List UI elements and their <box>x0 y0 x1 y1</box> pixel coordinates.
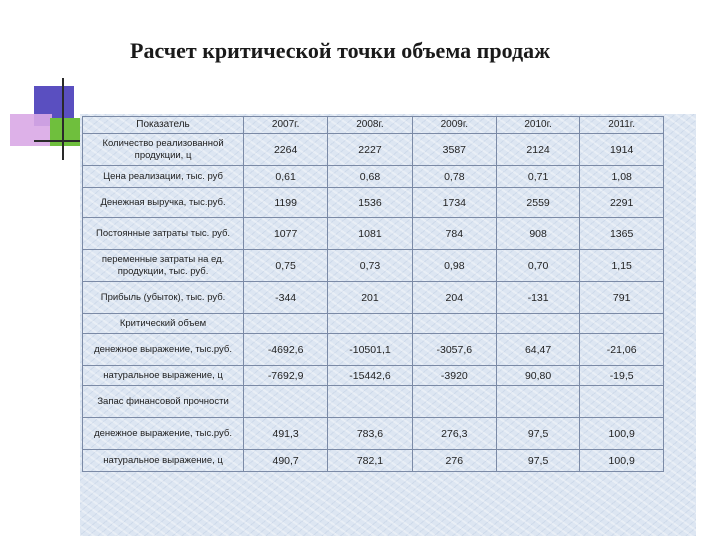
value-cell: 0,75 <box>244 250 328 282</box>
header-cell: Показатель <box>83 117 244 134</box>
table-row <box>83 314 664 334</box>
value-cell: -3057,6 <box>412 334 496 366</box>
row-label: Количество реализованной продукции, ц <box>83 134 244 166</box>
value-cell: 784 <box>412 218 496 250</box>
value-cell: 2291 <box>580 188 664 218</box>
header-cell: 2008г. <box>328 117 413 134</box>
table-row <box>83 450 664 472</box>
value-cell: 1,08 <box>580 166 664 188</box>
value-cell: 2264 <box>244 134 328 166</box>
value-cell: 490,7 <box>244 450 328 472</box>
row-label: Постоянные затраты тыс. руб. <box>83 218 244 250</box>
value-cell: 2227 <box>328 134 413 166</box>
table-row <box>83 166 664 188</box>
value-cell: 2124 <box>496 134 579 166</box>
value-cell <box>496 386 579 418</box>
value-cell <box>328 386 413 418</box>
value-cell: 0,68 <box>328 166 413 188</box>
value-cell <box>580 386 664 418</box>
value-cell: -10501,1 <box>328 334 413 366</box>
value-cell: -131 <box>496 282 579 314</box>
table-row <box>83 386 664 418</box>
value-cell: 908 <box>496 218 579 250</box>
row-label: натуральное выражение, ц <box>83 366 244 386</box>
value-cell: 276,3 <box>412 418 496 450</box>
table-row <box>83 134 664 166</box>
value-cell: -7692,9 <box>244 366 328 386</box>
value-cell: 783,6 <box>328 418 413 450</box>
table-row <box>83 282 664 314</box>
header-cell: 2011г. <box>580 117 664 134</box>
table-row <box>83 418 664 450</box>
table-row <box>83 366 664 386</box>
header-cell: 2007г. <box>244 117 328 134</box>
value-cell: 276 <box>412 450 496 472</box>
value-cell: -3920 <box>412 366 496 386</box>
row-label: переменные затраты на ед. продукции, тыс. руб. <box>83 250 244 282</box>
value-cell: 97,5 <box>496 450 579 472</box>
value-cell: 0,73 <box>328 250 413 282</box>
value-cell <box>496 314 579 334</box>
value-cell <box>244 314 328 334</box>
value-cell: 1536 <box>328 188 413 218</box>
value-cell: 782,1 <box>328 450 413 472</box>
row-label: Цена реализации, тыс. руб <box>83 166 244 188</box>
value-cell <box>244 386 328 418</box>
data-table <box>82 116 664 472</box>
row-label: денежное выражение, тыс.руб. <box>83 334 244 366</box>
table-row <box>83 250 664 282</box>
value-cell: 1914 <box>580 134 664 166</box>
header-cell: 2009г. <box>412 117 496 134</box>
row-label: Критический объем <box>83 314 244 334</box>
value-cell: 1199 <box>244 188 328 218</box>
value-cell: 1734 <box>412 188 496 218</box>
value-cell: 201 <box>328 282 413 314</box>
value-cell <box>412 386 496 418</box>
value-cell: 791 <box>580 282 664 314</box>
row-label: натуральное выражение, ц <box>83 450 244 472</box>
header-cell: 2010г. <box>496 117 579 134</box>
value-cell: 0,70 <box>496 250 579 282</box>
value-cell: 100,9 <box>580 450 664 472</box>
value-cell: 1077 <box>244 218 328 250</box>
value-cell: -21,06 <box>580 334 664 366</box>
value-cell: 0,61 <box>244 166 328 188</box>
value-cell <box>328 314 413 334</box>
value-cell: 0,78 <box>412 166 496 188</box>
value-cell: 0,98 <box>412 250 496 282</box>
row-label: Запас финансовой прочности <box>83 386 244 418</box>
value-cell: 1081 <box>328 218 413 250</box>
value-cell: 204 <box>412 282 496 314</box>
value-cell: -15442,6 <box>328 366 413 386</box>
table-row <box>83 334 664 366</box>
row-label: Денежная выручка, тыс.руб. <box>83 188 244 218</box>
value-cell: 491,3 <box>244 418 328 450</box>
row-label: денежное выражение, тыс.руб. <box>83 418 244 450</box>
table-row <box>83 218 664 250</box>
table-row <box>83 188 664 218</box>
value-cell: 100,9 <box>580 418 664 450</box>
value-cell <box>580 314 664 334</box>
value-cell: 90,80 <box>496 366 579 386</box>
value-cell: 2559 <box>496 188 579 218</box>
row-label: Прибыль (убыток), тыс. руб. <box>83 282 244 314</box>
value-cell: 97,5 <box>496 418 579 450</box>
value-cell: 1365 <box>580 218 664 250</box>
value-cell: -4692,6 <box>244 334 328 366</box>
decorative-vertical-line <box>62 78 64 160</box>
decorative-horizontal-line <box>34 140 86 142</box>
table-header-row <box>83 117 664 134</box>
value-cell: 64,47 <box>496 334 579 366</box>
value-cell <box>412 314 496 334</box>
value-cell: -344 <box>244 282 328 314</box>
value-cell: 1,15 <box>580 250 664 282</box>
slide-title: Расчет критической точки объема продаж <box>130 38 551 63</box>
value-cell: 0,71 <box>496 166 579 188</box>
value-cell: -19,5 <box>580 366 664 386</box>
value-cell: 3587 <box>412 134 496 166</box>
